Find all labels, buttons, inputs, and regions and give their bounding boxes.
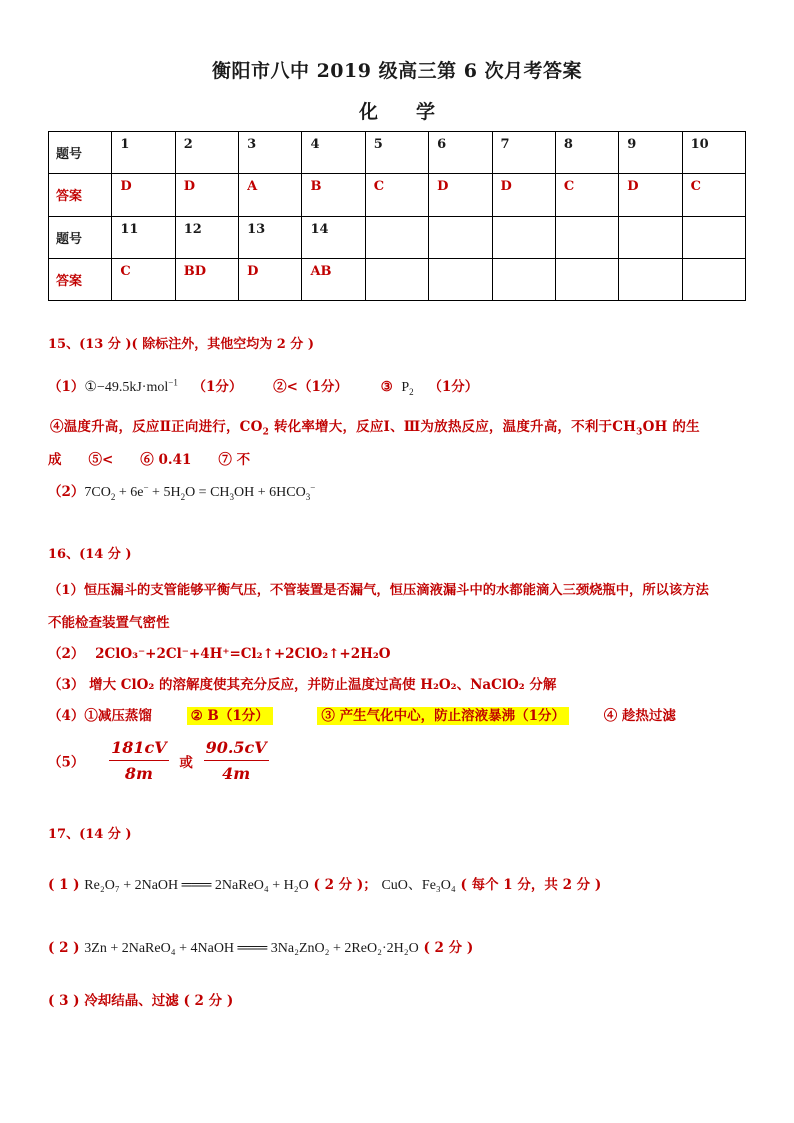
table-cell: B <box>302 174 365 216</box>
answer-header: 答案 <box>49 174 112 216</box>
q15-a2: ②<（1分） <box>273 379 348 395</box>
fraction-1 <box>109 738 169 783</box>
table-cell <box>429 216 492 258</box>
table-cell: C <box>365 174 428 216</box>
table-cell: A <box>239 174 302 216</box>
table-cell: 11 <box>112 216 175 258</box>
table-cell <box>555 258 618 300</box>
answer-table <box>48 131 746 301</box>
table-cell <box>492 216 555 258</box>
table-cell <box>365 258 428 300</box>
table-cell: BD <box>175 258 238 300</box>
table-cell <box>429 258 492 300</box>
q15-a3-score: （1分） <box>428 379 479 395</box>
q16-a4: ④ 趁热过滤 <box>603 708 676 724</box>
table-cell: D <box>112 174 175 216</box>
table-cell: 1 <box>112 132 175 174</box>
q17-equation-1: Re₂O₇ + 2NaOH ═══ 2NaReO₄ + H₂O <box>84 878 309 893</box>
q17-part1-extra: CuO、Fe₃O₄ <box>381 878 456 893</box>
q15-part2-label: （2） <box>48 484 85 500</box>
q16-a3-highlight: ③ 产生气化中心，防止溶液暴沸（1分） <box>317 707 569 725</box>
table-cell: 5 <box>365 132 428 174</box>
q16-part5 <box>48 738 273 783</box>
table-cell <box>492 258 555 300</box>
q15-a1-score: （1分） <box>192 379 243 395</box>
table-cell: 9 <box>619 132 682 174</box>
q17-part1-score: ( 2 分 )； <box>313 877 377 893</box>
or-text: 或 <box>179 754 193 771</box>
q17-heading: 17、(14 分 ) <box>48 827 132 842</box>
table-cell <box>555 216 618 258</box>
q17-part1-label: ( 1 ) <box>48 877 80 893</box>
eq-sub: 3 <box>305 491 311 502</box>
fraction-2 <box>204 738 269 783</box>
table-cell: AB <box>302 258 365 300</box>
question-header: 题号 <box>49 132 112 174</box>
q15-part4-line2: 成 ⑤< ⑥ 0.41 ⑦ 不 <box>48 452 251 468</box>
table-cell: 3 <box>239 132 302 174</box>
table-cell <box>365 216 428 258</box>
eq-part: + 6e <box>115 485 144 500</box>
table-cell: D <box>239 258 302 300</box>
q17-equation-2: 3Zn + 2NaReO₄ + 4NaOH ═══ 3Na₂ZnO₂ + 2ReO₂·2H₂O <box>84 941 419 956</box>
table-cell: D <box>619 174 682 216</box>
eq-part: + 5H <box>148 485 181 500</box>
table-cell <box>619 258 682 300</box>
table-cell <box>682 258 745 300</box>
table-cell: 6 <box>429 132 492 174</box>
fraction-2-denominator: 4m <box>222 764 251 783</box>
table-cell: 4 <box>302 132 365 174</box>
q15-p4-text-c: OH 的生 <box>642 419 700 435</box>
table-row <box>49 258 746 300</box>
q16-part1-line2: 不能检查装置气密性 <box>48 615 170 631</box>
q15-part1-answer1 <box>84 377 178 395</box>
table-row <box>49 132 746 174</box>
subject-title: 化 学 <box>358 101 435 123</box>
eq-part: OH + 6HCO <box>234 485 306 500</box>
eq-sup: − <box>310 482 316 493</box>
table-cell: 7 <box>492 132 555 174</box>
q16-heading: 16、(14 分 ) <box>48 547 132 562</box>
table-cell: C <box>555 174 618 216</box>
answer-header: 答案 <box>49 258 112 300</box>
table-cell: D <box>175 174 238 216</box>
table-row <box>49 174 746 216</box>
q15-part4-line1 <box>50 415 700 438</box>
q16-part4-label: （4） <box>48 708 85 724</box>
eq-sub: 2 <box>180 491 186 502</box>
fraction-2-numerator: 90.5cV <box>204 738 269 761</box>
eq-sub: 3 <box>229 491 235 502</box>
q15-a1-sup: −1 <box>168 377 178 388</box>
eq-sub: 2 <box>110 491 116 502</box>
table-cell: 10 <box>682 132 745 174</box>
q17-part2-score: ( 2 分 ) <box>423 940 474 956</box>
q15-equation <box>84 482 316 502</box>
q16-part2 <box>48 642 391 662</box>
table-cell <box>682 216 745 258</box>
table-cell: D <box>429 174 492 216</box>
q17-part3: ( 3 ) 冷却结晶、过滤 ( 2 分 ) <box>48 993 234 1009</box>
table-cell: 14 <box>302 216 365 258</box>
q16-part1-line1: （1）恒压漏斗的支管能够平衡气压，不管装置是否漏气，恒压滴液漏斗中的水都能滴入三颈烧瓶中，所以该方法 <box>48 583 709 598</box>
table-cell: D <box>492 174 555 216</box>
eq-sup: − <box>143 482 149 493</box>
q16-part2-label: （2） <box>48 646 85 662</box>
q17-part1-note: ( 每个 1 分，共 2 分 ) <box>460 877 602 893</box>
q15-a1-text: ①−49.5kJ·mol <box>84 380 169 395</box>
q15-p4-text-b: 转化率增大，反应Ⅰ、Ⅲ为放热反应，温度升高，不利于CH <box>269 419 637 435</box>
q16-part3: （3） 增大 ClO₂ 的溶解度使其充分反应，并防止温度过高使 H₂O₂、NaClO₂ 分解 <box>48 677 557 693</box>
q16-a2-highlight: ② B（1分） <box>187 707 273 725</box>
eq-part: O = CH <box>185 485 230 500</box>
table-cell: 8 <box>555 132 618 174</box>
q16-equation: 2ClO₃⁻+2Cl⁻+4H⁺=Cl₂↑+2ClO₂↑+2H₂O <box>95 646 391 662</box>
eq-part: 7CO <box>84 485 111 500</box>
q15-heading: 15、(13 分 )( 除标注外，其他空均为 2 分 ) <box>48 337 314 352</box>
question-header: 题号 <box>49 216 112 258</box>
q15-part1 <box>48 375 478 397</box>
q15-p4-sub2: 3 <box>636 427 643 438</box>
q15-p4-text-a: ④温度升高，反应Ⅱ正向进行，CO <box>50 419 263 435</box>
q15-a3-value <box>401 380 413 395</box>
table-cell: C <box>682 174 745 216</box>
q15-p4-sub: 2 <box>262 427 270 438</box>
q16-a1: ①减压蒸馏 <box>84 708 152 724</box>
q17-part2-label: ( 2 ) <box>48 940 80 956</box>
q15-a3-sub: 2 <box>409 386 414 397</box>
fraction-1-denominator: 8m <box>124 764 153 783</box>
q16-part5-label: （5） <box>48 754 85 771</box>
table-cell: 12 <box>175 216 238 258</box>
q17-part2 <box>48 936 473 957</box>
fraction-1-numerator: 181cV <box>109 738 169 761</box>
table-cell <box>619 216 682 258</box>
table-cell: C <box>112 258 175 300</box>
q15-a3-val: P <box>401 380 410 395</box>
q15-part1-label: （1） <box>48 379 85 395</box>
table-row <box>49 216 746 258</box>
table-cell: 2 <box>175 132 238 174</box>
page-title: 衡阳市八中 2019 级高三第 6 次月考答案 <box>211 60 583 82</box>
q15-a3-label: ③ <box>380 379 393 395</box>
table-cell: 13 <box>239 216 302 258</box>
q16-part4 <box>48 704 676 724</box>
q17-part1 <box>48 873 601 894</box>
q15-part2 <box>48 480 315 502</box>
